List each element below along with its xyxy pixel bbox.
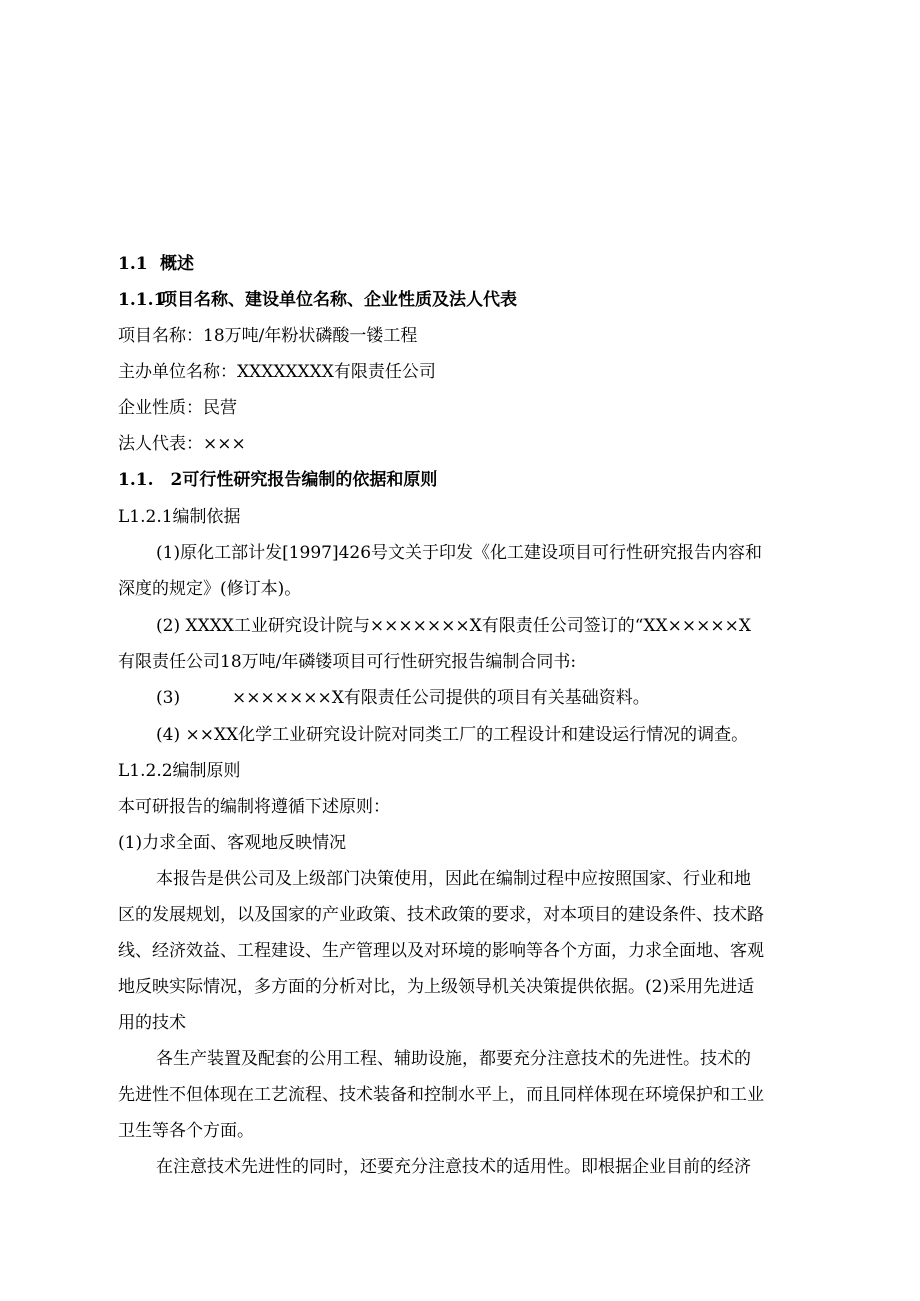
section-heading-1-1-2: 1.1. 2可行性研究报告编制的依据和原则 <box>118 470 438 490</box>
paragraph-line: 卫生等各个方面。 <box>118 1121 254 1141</box>
basis-item-2-line-1: (2) XXXX工业研究设计院与×××××××X有限责任公司签订的“XX×××××X <box>156 616 751 636</box>
basis-item-3-label: (3) <box>156 688 181 708</box>
paragraph-line: 区的发展规划，以及国家的产业政策、技术政策的要求，对本项目的建设条件、技术路 <box>118 905 764 925</box>
principle-1-title: (1)力求全面、客观地反映情况 <box>118 833 347 853</box>
section-number: 1.1 <box>118 254 148 274</box>
legal-representative-field: 法人代表：××× <box>118 434 246 454</box>
paragraph-line: 各生产装置及配套的公用工程、辅助设施，都要充分注意技术的先进性。技术的 <box>156 1049 751 1069</box>
paragraph-line: 在注意技术先进性的同时，还要充分注意技术的适用性。即根据企业目前的经济 <box>156 1157 751 1177</box>
principles-intro: 本可研报告的编制将遵循下述原则： <box>118 797 390 817</box>
section-number: 1.1.1 <box>118 290 166 310</box>
basis-item-1-line-2: 深度的规定》(修订本)。 <box>118 579 302 599</box>
paragraph-line: 先进性不但体现在工艺流程、技术装备和控制水平上，而且同样体现在环境保护和工业 <box>118 1085 764 1105</box>
basis-item-2-line-2: 有限责任公司18万吨/年磷镂项目可行性研究报告编制合同书: <box>118 652 577 672</box>
basis-item-3 <box>156 688 818 708</box>
sponsor-field: 主办单位名称：XXXXXXXX有限责任公司 <box>118 362 436 382</box>
section-title: 概述 <box>160 254 194 274</box>
section-heading-1-1-1 <box>118 290 818 310</box>
enterprise-nature-field: 企业性质：民营 <box>118 398 237 418</box>
basis-item-3-text: ×××××××X有限责任公司提供的项目有关基础资料。 <box>232 688 650 708</box>
paragraph-line: 用的技术 <box>118 1013 186 1033</box>
project-name-field: 项目名称：18万吨/年粉状磷酸一镂工程 <box>118 326 418 346</box>
basis-item-4: (4) ××XX化学工业研究设计院对同类工厂的工程设计和建设运行情况的调查。 <box>156 725 749 745</box>
paragraph-line: 线、经济效益、工程建设、生产管理以及对环境的影响等各个方面，力求全面地、客观 <box>118 941 764 961</box>
section-heading-1-1 <box>118 254 818 274</box>
paragraph-line: 地反映实际情况，多方面的分析对比，为上级领导机关决策提供依据。(2)采用先进适 <box>118 977 755 997</box>
subsection-heading-principles: L1.2.2编制原则 <box>118 761 241 781</box>
paragraph-line: 本报告是供公司及上级部门决策使用，因此在编制过程中应按照国家、行业和地 <box>156 869 751 889</box>
section-title: 项目名称、建设单位名称、企业性质及法人代表 <box>160 290 517 310</box>
basis-item-1-line-1: (1)原化工部计发[1997]426号文关于印发《化工建设项目可行性研究报告内容和 <box>156 543 763 563</box>
subsection-heading-basis: L1.2.1编制依据 <box>118 507 241 527</box>
